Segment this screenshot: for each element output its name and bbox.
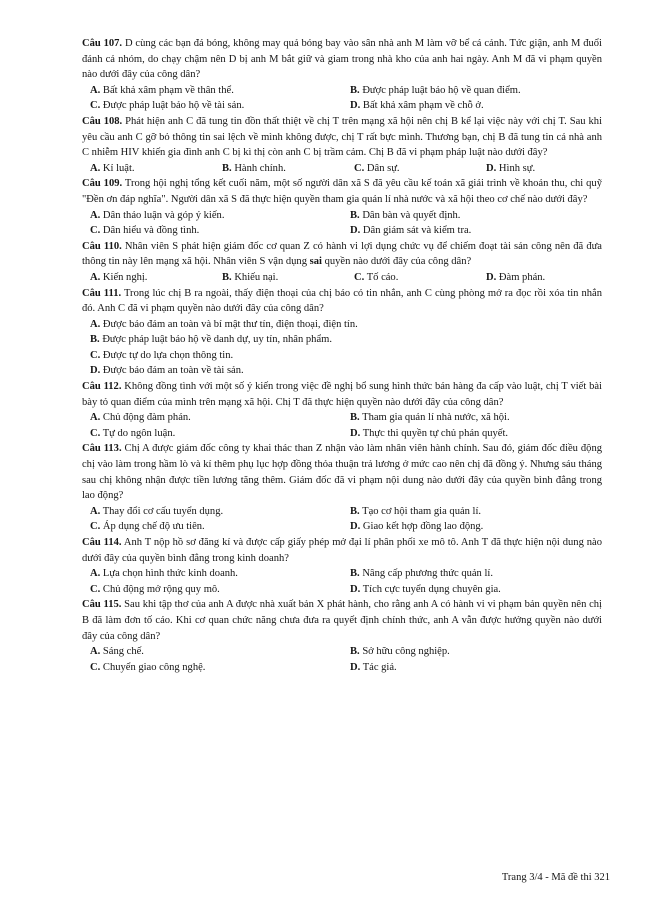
option-text: Được pháp luật bảo hộ về quan điểm. xyxy=(362,84,521,96)
question-109 xyxy=(82,176,602,238)
option-a xyxy=(82,83,342,99)
option-text: Hành chính. xyxy=(234,162,286,174)
question-stem: Trong hội nghị tổng kết cuối năm, một số người dân xã S đã yêu cầu kế toán xã giải trình về khoản thu, chi quỹ "Đền ơn đáp nghĩa". Người dân xã S đã thực hiện quyền tham gia quản lí nhà nước và xã hội theo cơ chế nào dưới đây? xyxy=(82,178,602,205)
option-b xyxy=(342,208,602,224)
question-stem: Phát hiện anh C đã tung tin đồn thất thiệt về chị T trên mạng xã hội nên chị B kể lại việc này với chị T. Sau khi yêu cầu anh C gỡ bỏ thông tin sai lệch về mình không được, chị T rất bực mình. Thương bạn, chị B đã tung tin cả nhà anh C nhiễm HIV khiến gia đình anh C bị kì thị còn anh C bị trầm cảm. Chị B đã vi phạm pháp luật nào dưới đây? xyxy=(82,115,602,159)
options xyxy=(82,644,602,675)
option-text: Hình sự. xyxy=(498,162,536,174)
option-d xyxy=(342,98,602,114)
stem-emphasis: sai xyxy=(309,256,322,268)
option-letter: C. xyxy=(90,100,101,112)
option-c xyxy=(82,223,342,239)
option-letter: D. xyxy=(350,661,361,673)
option-letter: A. xyxy=(90,209,101,221)
option-b xyxy=(342,644,602,660)
question-number: Câu 111. xyxy=(82,287,122,299)
option-d xyxy=(478,270,602,286)
option-text: Thay đổi cơ cấu tuyển dụng. xyxy=(102,505,224,517)
option-text: Được bảo đảm an toàn về tài sản. xyxy=(102,365,244,377)
option-text: Được pháp luật bảo hộ về tài sản. xyxy=(102,100,245,112)
option-c xyxy=(82,660,342,676)
question-stem: Anh T nộp hồ sơ đăng kí và được cấp giấy phép mở đại lí phân phối xe mô tô. Anh T đã thực hiện nội dung nào dưới đây của quyền bình đẳng trong kinh doanh? xyxy=(82,537,602,564)
question-number: Câu 114. xyxy=(82,537,122,548)
option-text: Được bảo đảm an toàn và bí mật thư tín, điện thoại, điện tín. xyxy=(102,318,358,330)
option-text: Được tự do lựa chọn thông tin. xyxy=(102,349,234,361)
option-text: Sở hữu công nghiệp. xyxy=(362,646,450,658)
question-stem: Trong lúc chị B ra ngoài, thấy điện thoại của chị báo có tin nhắn, anh C cùng phòng mở ra đọc rồi xóa tin nhắn đó. Anh C đã vi phạm quyền nào dưới đây của công dân? xyxy=(82,287,603,315)
option-text: Tham gia quản lí nhà nước, xã hội. xyxy=(362,412,510,424)
question-111 xyxy=(82,286,602,380)
option-letter: D. xyxy=(350,100,361,112)
option-letter: A. xyxy=(90,318,101,330)
option-c xyxy=(82,98,342,114)
option-letter: B. xyxy=(350,505,360,517)
question-number: Câu 113. xyxy=(82,443,122,455)
question-107 xyxy=(82,36,602,114)
option-text: Dân sự. xyxy=(366,162,400,174)
option-letter: B. xyxy=(350,84,360,96)
option-a xyxy=(82,161,214,177)
option-text: Tích cực tuyển dụng chuyên gia. xyxy=(362,583,501,595)
option-letter: C. xyxy=(90,661,101,673)
question-stem xyxy=(82,241,602,268)
option-text: Dân thảo luận và góp ý kiến. xyxy=(102,209,225,221)
option-text: Giao kết hợp đồng lao động. xyxy=(362,521,484,533)
question-number: Câu 109. xyxy=(82,178,123,190)
option-c xyxy=(82,348,602,364)
option-letter: D. xyxy=(350,427,361,439)
option-letter: B. xyxy=(222,271,232,283)
option-text: Tố cáo. xyxy=(366,271,399,283)
option-letter: A. xyxy=(90,412,101,424)
option-text: Chủ động đàm phán. xyxy=(102,412,191,424)
option-text: Sáng chế. xyxy=(102,646,144,658)
option-text: Dân bàn và quyết định. xyxy=(362,209,461,221)
option-a xyxy=(82,504,342,520)
option-letter: A. xyxy=(90,271,101,283)
option-letter: C. xyxy=(90,225,101,237)
question-number: Câu 115. xyxy=(82,599,122,611)
option-c xyxy=(82,582,342,598)
option-letter: B. xyxy=(222,162,232,174)
option-letter: C. xyxy=(90,349,101,361)
option-text: Bất khả xâm phạm về chỗ ở. xyxy=(362,100,484,112)
option-letter: A. xyxy=(90,568,101,580)
option-c xyxy=(346,270,478,286)
option-d xyxy=(342,426,602,442)
option-a xyxy=(82,317,602,333)
option-a xyxy=(82,208,342,224)
question-112 xyxy=(82,379,602,441)
option-letter: D. xyxy=(350,583,361,595)
option-letter: B. xyxy=(350,646,360,658)
question-number: Câu 110. xyxy=(82,240,122,252)
question-stem: Sau khi tập thơ của anh A được nhà xuất bản X phát hành, cho rằng anh A có hành vi vi phạm bản quyền nên chị B đã làm đơn tố cáo. Khi cơ quan chức năng chưa đưa ra quyết định chính thức, anh A vẫn được hưởng quyền nào dưới đây của công dân? xyxy=(82,599,602,642)
question-list xyxy=(82,36,602,675)
option-d xyxy=(82,363,602,379)
option-letter: D. xyxy=(350,521,361,533)
option-d xyxy=(342,519,602,535)
option-b xyxy=(214,161,346,177)
option-b xyxy=(214,270,346,286)
option-text: Chuyển giao công nghệ. xyxy=(102,661,206,673)
option-letter: C. xyxy=(90,521,101,533)
option-letter: C. xyxy=(90,427,101,439)
question-number: Câu 112. xyxy=(82,381,122,393)
option-text: Khiếu nại. xyxy=(234,271,279,283)
option-b xyxy=(342,566,602,582)
page-footer: Trang 3/4 - Mã đề thi 321 xyxy=(501,872,610,883)
option-a xyxy=(82,566,342,582)
options xyxy=(82,208,602,239)
question-108 xyxy=(82,114,602,176)
option-text: Áp dụng chế độ ưu tiên. xyxy=(102,521,205,533)
option-text: Lựa chọn hình thức kinh doanh. xyxy=(102,568,238,580)
option-b xyxy=(342,410,602,426)
question-number: Câu 108. xyxy=(82,115,123,127)
option-text: Kiến nghị. xyxy=(102,271,148,283)
option-letter: C. xyxy=(354,271,365,283)
option-a xyxy=(82,410,342,426)
option-text: Tạo cơ hội tham gia quản lí. xyxy=(362,505,482,517)
option-d xyxy=(342,660,602,676)
option-c xyxy=(82,519,342,535)
options xyxy=(82,504,602,535)
options xyxy=(82,270,602,286)
option-a xyxy=(82,270,214,286)
option-letter: D. xyxy=(90,365,101,377)
option-letter: B. xyxy=(350,209,360,221)
option-text: Kỉ luật. xyxy=(102,162,135,174)
option-text: Chủ động mở rộng quy mô. xyxy=(102,583,220,595)
options xyxy=(82,317,602,379)
question-stem: Không đồng tình với một số ý kiến trong việc đề nghị bổ sung hình thức bán hàng đa cấp vào luật, chị T viết bài bày tỏ quan điểm của mình trên mạng xã hội. Chị T đã thực hiện quyền nào dưới đây của công dân? xyxy=(82,381,602,408)
stem-part: quyền nào dưới đây của công dân? xyxy=(324,256,472,268)
option-letter: D. xyxy=(486,162,497,174)
question-110 xyxy=(82,239,602,286)
option-d xyxy=(342,223,602,239)
option-letter: C. xyxy=(354,162,365,174)
option-d xyxy=(342,582,602,598)
option-text: Dân hiểu và đồng tình. xyxy=(102,225,200,237)
option-d xyxy=(478,161,602,177)
option-text: Dân giám sát và kiểm tra. xyxy=(362,225,472,237)
option-letter: D. xyxy=(350,225,361,237)
option-letter: A. xyxy=(90,505,101,517)
option-b xyxy=(342,83,602,99)
option-c xyxy=(82,426,342,442)
option-letter: D. xyxy=(486,271,497,283)
options xyxy=(82,410,602,441)
question-113 xyxy=(82,441,602,535)
option-text: Nâng cấp phương thức quản lí. xyxy=(362,568,493,580)
option-letter: A. xyxy=(90,162,101,174)
option-text: Bất khả xâm phạm về thân thể. xyxy=(102,84,234,96)
question-stem: Chị A được giám đốc công ty khai thác than Z nhận vào làm nhân viên hành chính. Sau đó, giám đốc điều động chị vào làm trong hầm lò và kí thêm phụ lục hợp đồng thỏa thuận trả lương ở mức cao nên chị đã đồng ý. Nhưng sáu tháng sau chị không nhận được tiền lương tăng thêm. Giám đốc đã vi phạm nội dung nào dưới đây của quyền bình đẳng trong lao động? xyxy=(82,443,602,502)
option-letter: A. xyxy=(90,84,101,96)
option-letter: B. xyxy=(350,568,360,580)
option-letter: A. xyxy=(90,646,101,658)
option-letter: C. xyxy=(90,583,101,595)
question-115 xyxy=(82,597,602,675)
option-text: Được pháp luật bảo hộ về danh dự, uy tín, nhân phẩm. xyxy=(102,334,332,346)
option-letter: B. xyxy=(350,412,360,424)
option-a xyxy=(82,644,342,660)
option-b xyxy=(342,504,602,520)
question-114 xyxy=(82,535,602,597)
option-b xyxy=(82,332,602,348)
option-text: Đàm phán. xyxy=(498,271,546,283)
stem-part: Nhân viên S phát hiện giám đốc cơ quan Z có hành vi lợi dụng chức vụ để chiếm đoạt tài sản công nên đã đưa thông tin này lên mạng xã hội. Nhân viên S vận dụng xyxy=(82,240,602,268)
option-text: Tác giả. xyxy=(362,661,397,673)
option-letter: B. xyxy=(90,334,100,346)
question-number: Câu 107. xyxy=(82,38,123,49)
options xyxy=(82,83,602,114)
options xyxy=(82,161,602,177)
option-text: Thực thi quyền tự chủ phán quyết. xyxy=(362,427,509,439)
question-stem: D cùng các bạn đá bóng, không may quả bóng bay vào sân nhà anh M làm vỡ bể cá cảnh. Tức giận, anh M đuổi đánh cả nhóm, do chạy chậm nên D bị anh M bắt giữ và giam trong nhà kho của anh hai ngày. Anh M đã vi phạm quyền nào dưới đây của công dân? xyxy=(82,38,602,81)
option-text: Tự do ngôn luận. xyxy=(102,427,176,439)
option-c xyxy=(346,161,478,177)
options xyxy=(82,566,602,597)
